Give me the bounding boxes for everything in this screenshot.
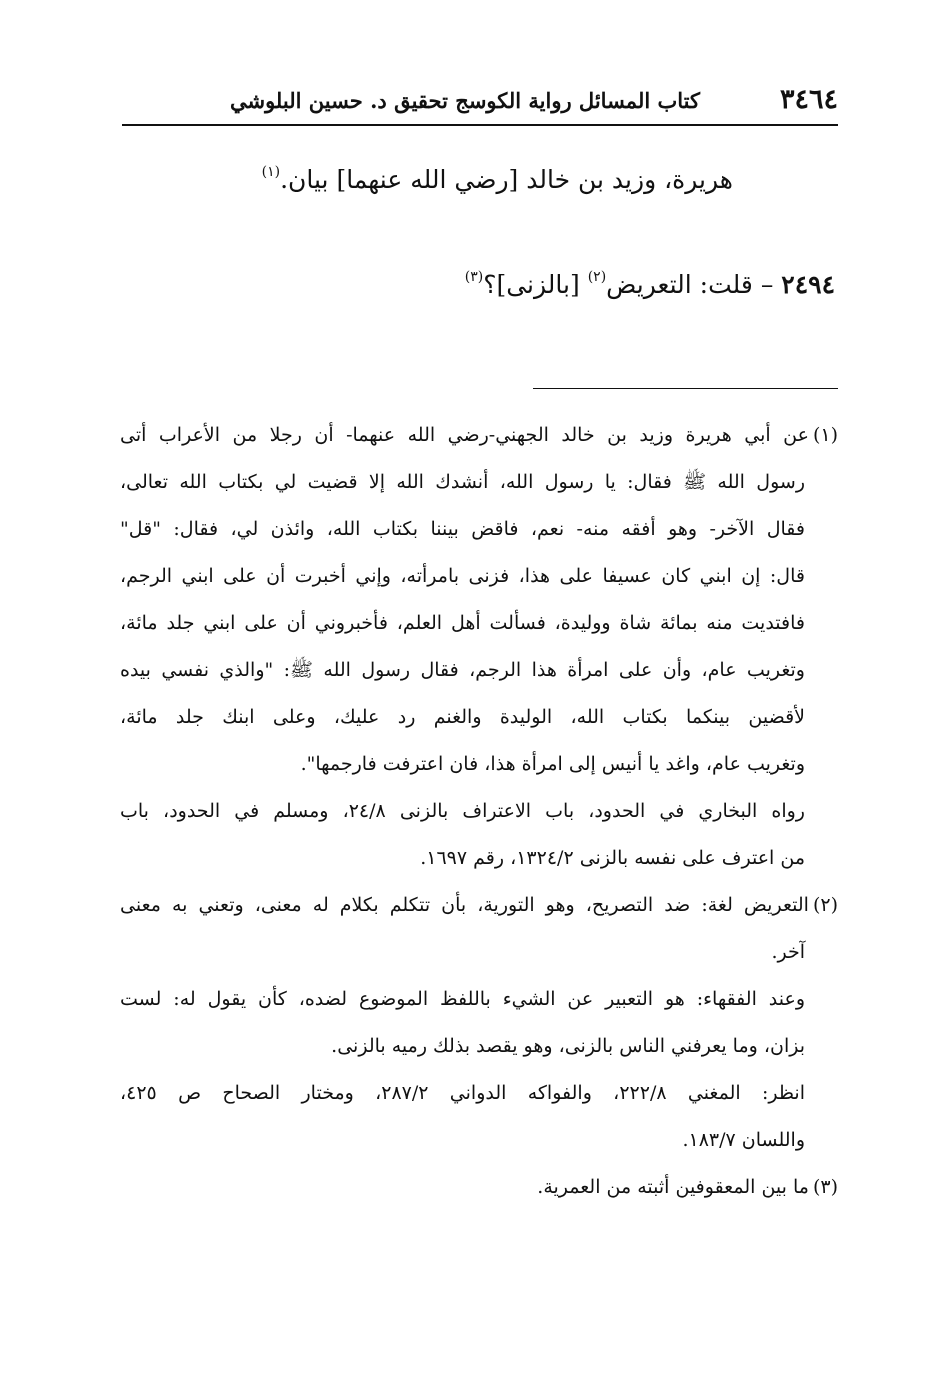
footnote-mark: (١)	[812, 424, 838, 446]
footnote-line	[120, 459, 838, 506]
issue-number: ٢٤٩٤	[781, 270, 835, 299]
running-header	[122, 80, 838, 126]
footnote-line	[120, 1164, 838, 1211]
footnote-text: ما بين المعقوفين أثبته من العمرية.	[537, 1176, 809, 1198]
footnote-ref: (٣)	[464, 269, 484, 285]
footnote-line	[120, 835, 838, 882]
footnote-text: واللسان ١٨٣/٧.	[682, 1129, 805, 1151]
footnote-text: آخر.	[771, 941, 805, 963]
footnote-line	[120, 600, 838, 647]
footnote-text: رواه البخاري في الحدود، باب الاعتراف بالزنى ٢٤/٨، ومسلم في الحدود، باب	[120, 800, 805, 822]
footnote-text: التعريض لغة: ضد التصريح، وهو التورية، بأن تتكلم بكلام له معنى، وتعني به معنى	[120, 894, 809, 916]
footnote-line	[120, 1070, 838, 1117]
footnote-line	[120, 882, 838, 929]
footnote-text: فافتديت منه بمائة شاة ووليدة، فسألت أهل العلم، فأخبروني أن على ابني جلد مائة،	[120, 612, 805, 634]
footnote-line	[120, 1023, 838, 1070]
footnote-line	[120, 694, 838, 741]
footnote-line	[120, 929, 838, 976]
footnote-line	[120, 647, 838, 694]
footnotes	[120, 412, 838, 1211]
footnote-text: وتغريب عام، وأن على امرأة هذا الرجم، فقال رسول الله ﷺ: "والذي نفسي بيده	[120, 659, 805, 681]
footnote-text: بزان، وما يعرفني الناس بالزنى، وهو يقصد بذلك رميه بالزنى.	[331, 1035, 805, 1057]
main-text-line-1	[262, 165, 733, 194]
footnote-mark: (٣)	[812, 1176, 838, 1198]
footnote-line	[120, 976, 838, 1023]
footnote-text: فقال الآخر- وهو أفقه منه- نعم، فاقض بيننا بكتاب الله، وائذن لي، فقال: "قل"	[120, 518, 805, 540]
footnote-line	[120, 506, 838, 553]
footnote-ref: (١)	[261, 164, 281, 180]
footnote-line	[120, 741, 838, 788]
footnote-text: من اعترف على نفسه بالزنى ١٣٢٤/٢، رقم ١٦٩٧.	[420, 847, 805, 869]
issue-dash: –	[760, 270, 774, 299]
issue-question-cont: [بالزنى]؟	[483, 270, 580, 299]
book-title: كتاب المسائل رواية الكوسج تحقيق د. حسين البلوشي	[229, 88, 700, 113]
footnote-ref: (٢)	[587, 269, 607, 285]
footnote-text: وتغريب عام، واغد يا أنيس إلى امرأة هذا، فان اعترفت فارجمها".	[300, 753, 805, 775]
footnote-text: عن أبي هريرة وزيد بن خالد الجهني-رضي الله عنهما- أن رجلا من الأعراب أتى	[120, 424, 809, 446]
footnote-text: رسول الله ﷺ فقال: يا رسول الله، أنشدك الله إلا قضيت لي بكتاب الله تعالى،	[120, 471, 805, 493]
footnote-line	[120, 1117, 838, 1164]
footnote-mark: (٢)	[812, 894, 838, 916]
footnote-line	[120, 412, 838, 459]
footnote-text: قال: إن ابني كان عسيفا على هذا، فزنى بامرأته، وإني أخبرت أن على ابني الرجم،	[120, 565, 805, 587]
issue-2494	[465, 270, 835, 299]
page-number: ٣٤٦٤	[779, 84, 838, 115]
footnote-text: وعند الفقهاء: هو التعبير عن الشيء باللفظ الموضوع لضده، كأن يقول له: لست	[120, 988, 805, 1010]
footnote-text: انظر: المغني ٢٢٢/٨، والفواكه الدواني ٢٨٧/٢، ومختار الصحاح ص ٤٢٥،	[120, 1082, 805, 1104]
main-text: هريرة، وزيد بن خالد [رضي الله عنهما] بيان.	[280, 165, 733, 194]
footnote-line	[120, 788, 838, 835]
issue-question: قلت: التعريض	[606, 270, 753, 299]
footnote-text: لأقضين بينكما بكتاب الله، الوليدة والغنم رد عليك، وعلى ابنك جلد مائة،	[120, 706, 805, 728]
footnote-line	[120, 553, 838, 600]
footnote-separator	[533, 388, 838, 389]
